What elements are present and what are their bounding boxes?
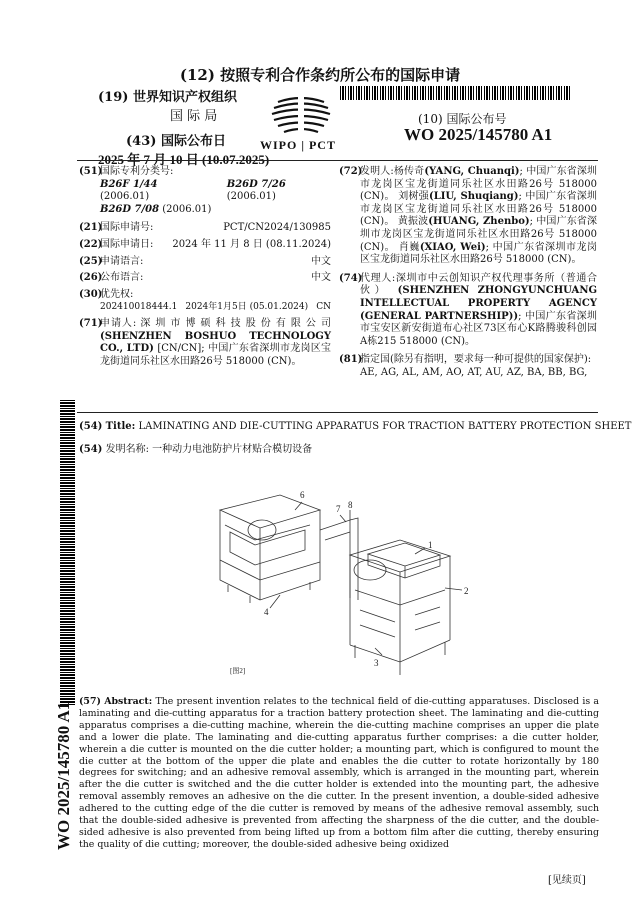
ipc-version: (2006.01): [100, 191, 150, 203]
inventor-entry: [360, 242, 597, 266]
figure-label: 7: [336, 504, 341, 514]
app-no-value: PCT/CN2024/130985: [223, 222, 331, 234]
side-barcode: [60, 400, 75, 705]
org-sub: 国 际 局: [170, 109, 218, 124]
priority-label: 优先权:: [100, 288, 134, 300]
ipc-content: [100, 166, 331, 216]
agent-field: [339, 273, 597, 349]
publication-language-field: [79, 272, 331, 285]
priority-row: [100, 301, 331, 314]
field-code: (72): [339, 166, 363, 177]
inventor-latin-name: (YANG, Chuanqi): [424, 166, 520, 177]
agent-content: [360, 273, 597, 349]
inventors-content: [360, 166, 597, 267]
inventor-name: 刘树强: [398, 191, 430, 203]
ipc-version: (2006.01): [162, 203, 212, 215]
agent-label: 代理人:: [360, 272, 396, 284]
title-cn-value: 一种动力电池防护片材贴合模切设备: [152, 444, 313, 455]
publication-number: WO 2025/145780 A1: [404, 125, 553, 144]
agent-name-cn: 深圳市中云创知识产权代理事务所（普通合伙）: [360, 272, 598, 297]
title-cn-label: 发明名称:: [105, 444, 149, 455]
priority-number: 202410018444.1: [100, 302, 178, 313]
ipc-row-2: [100, 204, 331, 217]
inventor-address: ; 中国广东省深圳市龙岗区宝龙街道同乐社区水田路26号 518000 (CN)。: [360, 216, 597, 253]
ipc-entry: [227, 179, 331, 204]
abstract: [79, 696, 599, 851]
figure-label: 3: [374, 658, 379, 668]
filing-language-field: [79, 256, 331, 269]
header-divider: [77, 160, 598, 161]
abstract-text: The present invention relates to the technical field of die-cutting apparatuses. Disclosed is a laminating and die-cutting apparatus for a traction battery protection sheet. The laminating and die-cutting apparatus comprises a die-cutting machine, wherein the die-cutting machine comprises an upper die plate and a lower die plate. The laminating and die-cutting apparatus further comprises: a die cutter holder, wherein a die cutter is mounted on the die cutter holder; a mounting part, which is configured to mount the die cutter at the bottom of the upper die plate and enables the die cutter to rotate horizontally by 180 degrees for switching; and an adhesive removal assembly, which is arranged in the mounting part, wherein after the die cutter is switched and the die cutter holder is extended into the mounting part, the adhesive removal assembly removes an adhesive on the die cutter. In the present invention, a double-sided adhesive adhered to the cutting edge of the die cutter is removed by means of the adhesive removal assembly, such that the double-sided adhesive is prevented from affecting the sharpness of the die cutter, and the double-sided adhesive is also prevented from being lifted up from a bottom film after die cutting, thereby ensuring the quality of die cutting; moreover, the double-sided adhesive being oxidized: [79, 696, 600, 850]
figure-label: 6: [300, 490, 305, 500]
vertical-publication-number: WO 2025/145780 A1: [54, 701, 73, 850]
field-code: (21): [79, 222, 103, 234]
field-code: (71): [79, 317, 103, 329]
pub-lang-value: 中文: [311, 272, 331, 284]
field-code: (26): [79, 272, 103, 284]
inventor-name: 黄振波: [397, 216, 429, 228]
inventor-address: ; 中国广东省深圳市龙岗区宝龙街道同乐社区水田路26号 518000 (CN)。: [360, 191, 597, 228]
wipo-emblem-icon: [256, 92, 346, 140]
document-type-title: (12) 按照专利合作条约所公布的国际申请: [179, 66, 461, 84]
ipc-class: B26D 7/26: [226, 178, 286, 190]
figure-label: 4: [264, 607, 269, 617]
priority-content: [100, 289, 331, 314]
priority-field: [79, 289, 331, 314]
inventor-name: 肖巍: [398, 241, 420, 253]
filing-date-content: [100, 239, 331, 252]
figure-label: 8: [348, 500, 353, 510]
title-en: [79, 421, 631, 432]
inventor-address: ; 中国广东省深圳市龙岗区宝龙街道同乐社区水田路26号 518000 (CN)。: [360, 241, 597, 266]
filing-lang-label: 申请语言:: [100, 255, 144, 267]
inventor-latin-name: (HUANG, Zhenbo): [428, 216, 530, 228]
bibliographic-right-column: [339, 166, 597, 383]
title-en-value: LAMINATING AND DIE-CUTTING APPARATUS FOR TRACTION BATTERY PROTECTION SHEET: [138, 421, 632, 432]
title-cn: [79, 440, 312, 455]
field-code: (74): [339, 272, 363, 284]
patent-figure: [200, 470, 480, 685]
agent-name-en: (SHENZHEN ZHONGYUNCHUANG INTELLECTUAL PROPERTY AGENCY (GENERAL PARTNERSHIP)): [360, 285, 597, 322]
filing-date-field: [79, 239, 331, 252]
field-code: (30): [79, 288, 103, 300]
apparatus-drawing: [200, 470, 480, 685]
applicant-content: [100, 318, 331, 368]
inventors-label: 发明人:: [360, 166, 394, 177]
ipc-entry: [100, 179, 203, 204]
inventor-name: 杨传奇: [393, 166, 425, 177]
pubdate-code: (43): [126, 134, 157, 149]
app-no-content: [100, 222, 331, 235]
ipc-class: B26D 7/08: [100, 203, 160, 215]
field-code: (81): [339, 354, 363, 366]
pubdate-value: 2025 年 7 月 10 日 (10.07.2025): [98, 152, 270, 167]
app-no-label: 国际申请号:: [100, 222, 154, 234]
title-divider: [77, 412, 598, 413]
org-code: (19): [98, 90, 129, 105]
inventors-field: [339, 166, 597, 267]
applicant-name-cn: 深 圳 市 博 硕 科 技 股 份 有 限 公 司: [140, 317, 331, 329]
agent-address: ; 中国广东省深圳市宝安区新安街道布心社区73区布心K路腾骏科创园A栋215 518000 (CN)。: [360, 310, 597, 347]
continued-note: [见续页]: [548, 875, 586, 886]
ipc-version: (2006.01): [226, 191, 276, 203]
applicant-field: [79, 318, 331, 368]
filing-date-label: 国际申请日:: [100, 238, 154, 250]
field-code: (51): [79, 166, 103, 177]
title-cn-code: (54): [79, 444, 103, 455]
ipc-row-1: [100, 179, 331, 204]
figure-caption: [图2]: [230, 667, 246, 675]
pubno-label: (10) 国际公布号: [418, 112, 507, 126]
inventor-latin-name: (LIU, Shuqiang): [429, 191, 519, 203]
designated-states-field: [339, 354, 597, 379]
filing-lang-content: [100, 256, 331, 269]
field-code: (25): [79, 255, 103, 267]
application-number-field: [79, 222, 331, 235]
pubdate-label: 国际公布日: [160, 134, 226, 149]
header-barcode: [340, 86, 570, 100]
designated-states-text: 指定国(除另有指明，要求每一种可提供的国家保护): AE, AG, AL, AM, AO, AT, AU, AZ, BA, BB, BG,: [360, 354, 592, 378]
field-code: (22): [79, 238, 103, 250]
figure-label: 1: [428, 540, 433, 550]
priority-date: 2024年1月5日 (05.01.2024): [185, 302, 309, 313]
filing-date-value: 2024 年 11 月 8 日 (08.11.2024): [172, 238, 331, 250]
inventor-address: ; 中国广东省深圳市龙岗区宝龙街道同乐社区水田路26号 518000 (CN)。: [360, 166, 597, 203]
pub-lang-content: [100, 272, 331, 285]
figure-label: 2: [464, 586, 469, 596]
ipc-field: [79, 166, 331, 216]
ipc-class: B26F 1/44: [100, 178, 158, 190]
applicant-address: [CN/CN]; 中国广东省深圳市龙岗区宝龙街道同乐社区水田路26号 518000 (CN)。: [100, 343, 331, 367]
wipo-pct-text: WIPO | PCT: [260, 138, 336, 152]
abstract-label: Abstract:: [104, 696, 153, 707]
bibliographic-left-column: [79, 166, 331, 371]
priority-country: CN: [316, 302, 331, 313]
title-en-code: (54): [79, 421, 103, 432]
ipc-label: 国际专利分类号:: [100, 166, 174, 177]
pub-lang-label: 公布语言:: [100, 272, 144, 284]
org-name: 世界知识产权组织: [132, 90, 237, 105]
title-en-label: Title:: [105, 421, 136, 432]
applicant-name-en: (SHENZHEN BOSHUO TECHNOLOGY CO., LTD): [100, 330, 331, 355]
abstract-code: (57): [79, 696, 101, 707]
inventor-latin-name: (XIAO, Wei): [419, 241, 486, 253]
filing-lang-value: 中文: [311, 255, 331, 267]
applicant-label: 申请人:: [100, 317, 137, 329]
